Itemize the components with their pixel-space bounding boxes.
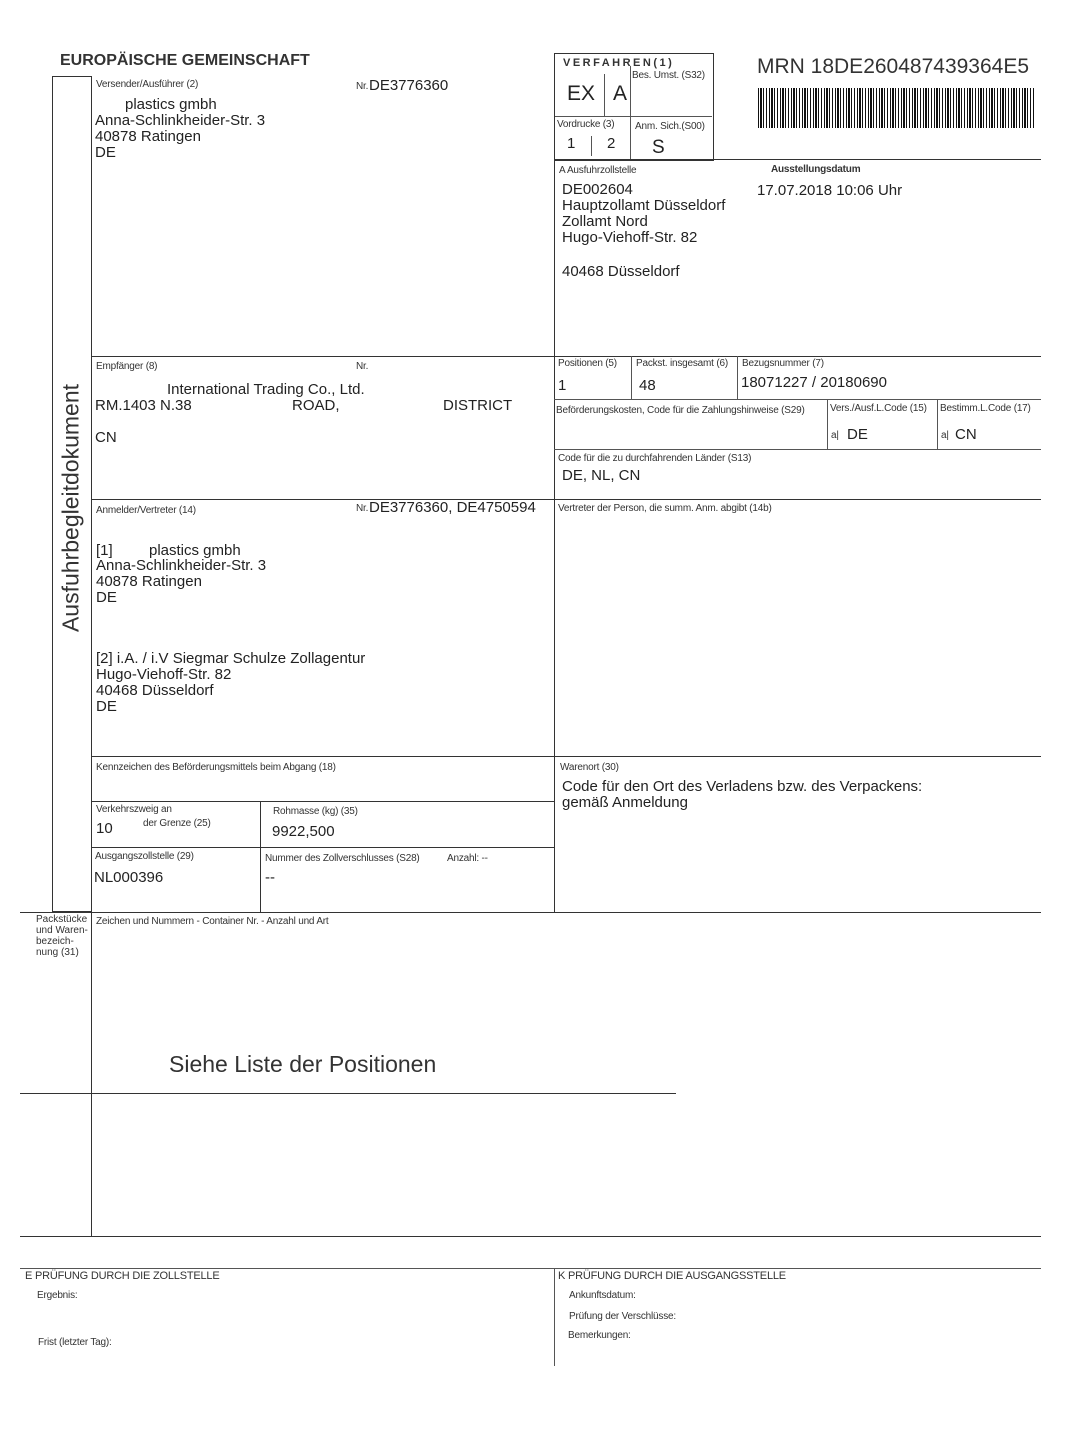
gross-mass: 9922,500 (272, 823, 335, 840)
marks-numbers-label: Zeichen und Nummern - Container Nr. - Anzahl und Art (96, 916, 329, 927)
deadline-label: Frist (letzter Tag): (38, 1337, 112, 1348)
means-of-transport-label: Kennzeichen des Beförderungsmittels beim Abgang (18) (96, 762, 336, 773)
recipient-address3: DISTRICT (443, 397, 513, 414)
office-city: 40468 Düsseldorf (562, 263, 680, 280)
packages-label: Packst. insgesamt (6) (636, 358, 728, 369)
arrival-date-label: Ankunftsdatum: (569, 1290, 636, 1301)
representative-label: Vertreter der Person, die summ. Anm. abgibt (14b) (558, 503, 772, 514)
result-label: Ergebnis: (37, 1290, 78, 1301)
positions-value: 1 (558, 377, 567, 394)
bes-umst-label: Bes. Umst. (S32) (632, 70, 705, 81)
packages-value: 48 (639, 377, 656, 394)
seal-number: -- (265, 869, 275, 886)
office-address: DE002604 Hauptzollamt Düsseldorf Zollamt Nord Hugo-Viehoff-Str. 82 (562, 181, 726, 246)
remarks-label: Bemerkungen: (568, 1330, 631, 1341)
reference-label: Bezugsnummer (7) (742, 358, 824, 369)
verfahren-code2: A (613, 82, 628, 105)
issue-date: 17.07.2018 10:06 Uhr (757, 182, 903, 199)
declarant-second-address: [2] i.A. / i.V Siegmar Schulze Zollagentur Hugo-Viehoff-Str. 82 40468 Düsseldorf DE (96, 650, 366, 715)
positions-note: Siehe Liste der Positionen (169, 1051, 437, 1077)
seal-count-label: Anzahl: -- (447, 853, 488, 864)
customs-check-label: E PRÜFUNG DURCH DIE ZOLLSTELLE (25, 1270, 220, 1282)
issue-date-label: Ausstellungsdatum (771, 164, 861, 175)
exit-check-label: K PRÜFUNG DURCH DIE AUSGANGSSTELLE (558, 1270, 786, 1282)
transport-mode: 10 (96, 820, 113, 837)
mrn-number: MRN 18DE260487439364E5 (757, 55, 1030, 78)
declarant-first-index: [1] (96, 542, 113, 559)
verfahren-code1: EX (567, 82, 596, 105)
declarant-nr-label: Nr. (356, 503, 369, 514)
seal-check-label: Prüfung der Verschlüsse: (569, 1311, 676, 1322)
anm-sich-label: Anm. Sich.(S00) (635, 121, 705, 132)
transport-mode-label2: der Grenze (25) (143, 818, 211, 829)
recipient-address2: ROAD, (292, 397, 340, 414)
office-label: A Ausfuhrzollstelle (559, 165, 637, 176)
declarant-nr: DE3776360, DE4750594 (369, 499, 536, 516)
vordrucke-label: Vordrucke (3) (557, 119, 615, 130)
shipping-country: DE (847, 426, 868, 443)
destination-country-label: Bestimm.L.Code (17) (940, 403, 1031, 414)
shipping-country-prefix: a| (831, 430, 839, 441)
transit-countries: DE, NL, CN (562, 467, 641, 484)
gross-mass-label: Rohmasse (kg) (35) (273, 806, 358, 817)
recipient-label: Empfänger (8) (96, 361, 158, 372)
recipient-nr-label: Nr. (356, 361, 369, 372)
exit-office: NL000396 (94, 869, 164, 886)
declarant-first-address: Anna-Schlinkheider-Str. 3 40878 Ratingen DE (96, 557, 267, 606)
goods-side-label: Packstücke und Waren- bezeich- nung (31) (36, 914, 88, 958)
exit-office-label: Ausgangszollstelle (29) (95, 851, 194, 862)
transit-label: Code für die zu durchfahrenden Länder (S13) (558, 453, 752, 464)
goods-location-label: Warenort (30) (560, 762, 619, 773)
vordrucke-val1: 1 (567, 135, 576, 152)
transport-mode-label: Verkehrszweig an (96, 804, 172, 815)
sender-label: Versender/Ausführer (2) (96, 79, 199, 90)
sender-address: plastics gmbh Anna-Schlinkheider-Str. 3 40878 Ratingen DE (95, 96, 266, 161)
verfahren-label: VERFAHREN(1) (563, 57, 675, 69)
recipient-name: International Trading Co., Ltd. (167, 381, 365, 398)
goods-location-text: Code für den Ort des Verladens bzw. des Verpackens: gemäß Anmeldung (562, 778, 923, 811)
positions-label: Positionen (5) (558, 358, 617, 369)
declarant-label: Anmelder/Vertreter (14) (96, 505, 196, 516)
recipient-address1: RM.1403 N.38 (95, 397, 192, 414)
vordrucke-val2: 2 (607, 135, 616, 152)
reference-value: 18071227 / 20180690 (741, 374, 887, 391)
sender-nr: DE3776360 (369, 77, 449, 94)
destination-country: CN (955, 426, 977, 443)
declarant-first-name: plastics gmbh (149, 542, 241, 559)
side-title: Ausfuhrbegleitdokument (57, 383, 84, 633)
destination-country-prefix: a| (941, 430, 949, 441)
transport-costs-label: Beförderungskosten, Code für die Zahlungshinweise (S29) (556, 405, 805, 416)
seal-number-label: Nummer des Zollverschlusses (S28) (265, 853, 420, 864)
recipient-country: CN (95, 429, 117, 446)
barcode-icon (758, 88, 1034, 128)
anm-sich-val: S (652, 137, 665, 158)
community-title: EUROPÄISCHE GEMEINSCHAFT (60, 52, 310, 69)
shipping-country-label: Vers./Ausf.L.Code (15) (830, 403, 927, 414)
sender-nr-label: Nr. (356, 81, 369, 92)
